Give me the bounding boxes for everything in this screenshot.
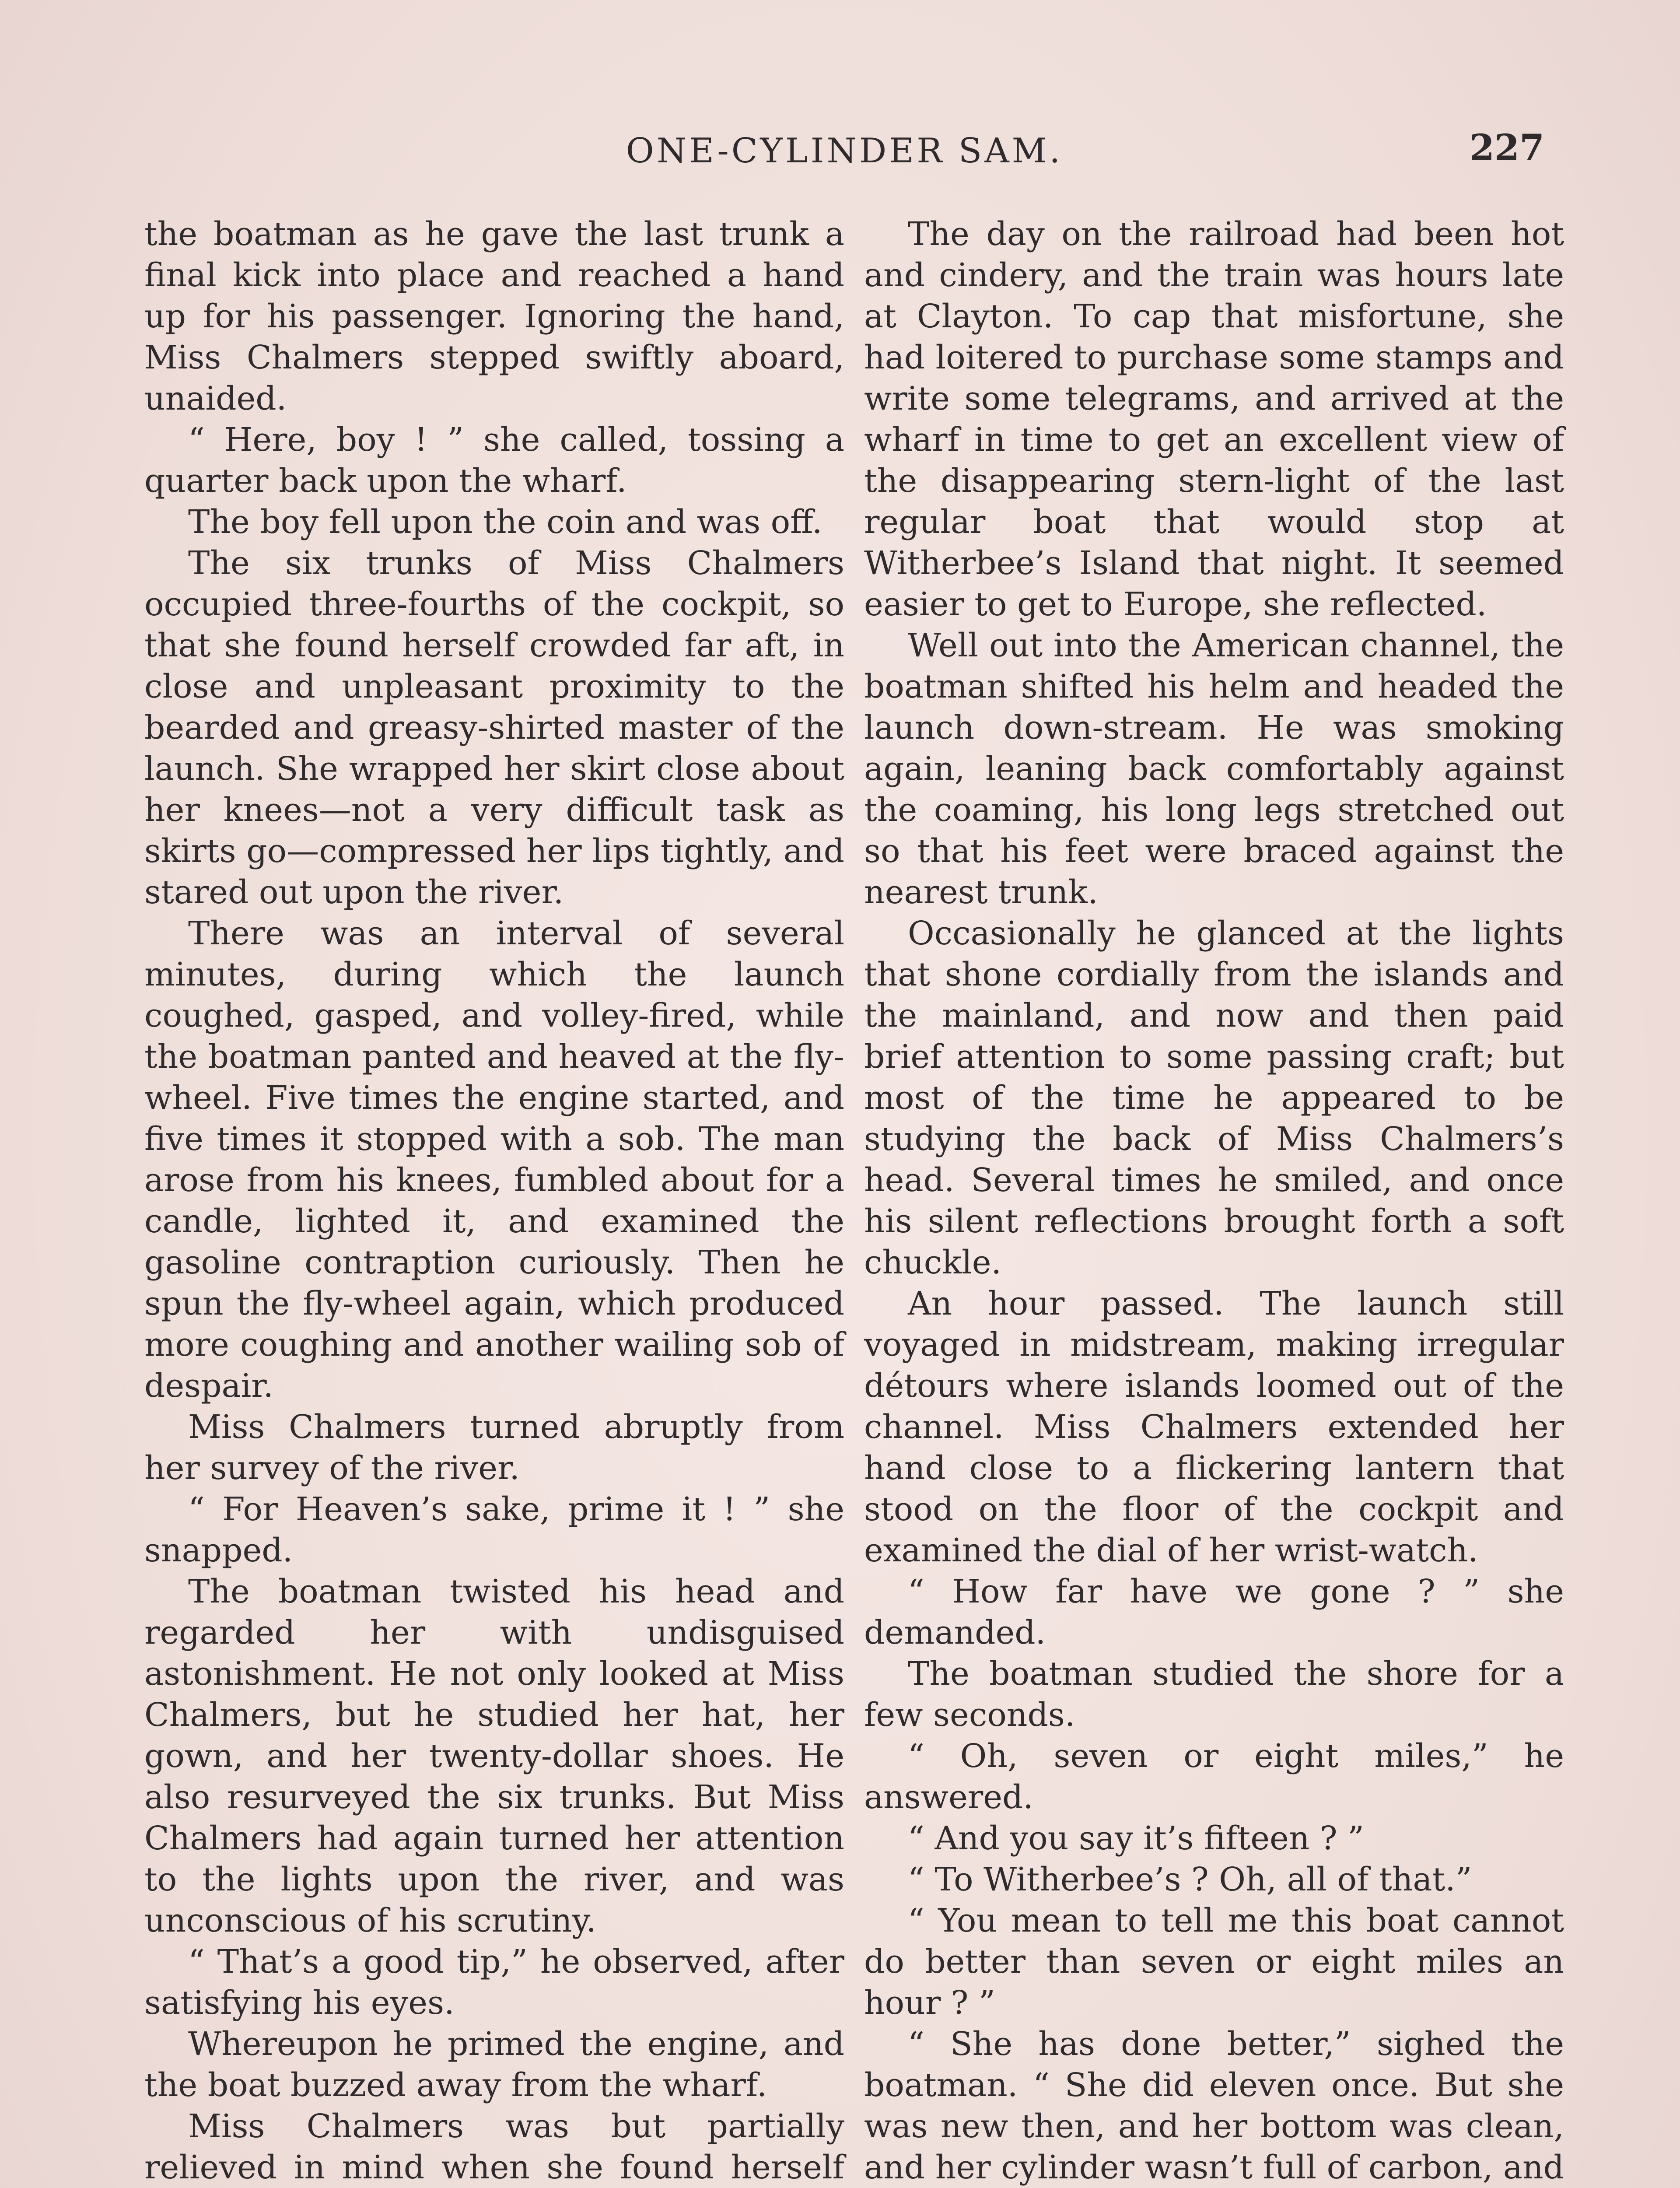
left-column [144,214,844,2188]
paragraph: The boatman studied the shore for a few seconds. [864,1655,1564,1734]
paragraph: “ How far have we gone ? ” she demanded. [864,1573,1564,1652]
paragraph: Whereupon he primed the engine, and the boat buzzed away from the wharf. [144,2025,844,2104]
paragraph: “ She has done better,” sighed the boatman. “ She did eleven once. But she was new then, and her bottom was clean, and her cylinder wasn’t full of carbon, and [864,2025,1564,2186]
paragraph: “ And you say it’s fifteen ? ” [908,1820,1365,1857]
paragraph: The six trunks of Miss Chalmers occupied three-fourths of the cockpit, so that she found herself crowded far aft, in close and unpleasant proximity to the bearded and greasy-shirted master of the launch. She wrapped her skirt close about her knees—not a very difficult task as skirts go—compressed her lips tightly, and stared out upon the river. [144,544,844,911]
paragraph: “ Oh, seven or eight miles,” he answered. [864,1737,1564,1816]
running-head: ONE-CYLINDER SAM. [626,131,1063,171]
right-column [864,214,1564,2188]
paragraph: “ You mean to tell me this boat cannot do better than seven or eight miles an hour ? ” [864,1902,1564,2022]
paragraph: Miss Chalmers was but partially relieved in mind when she found herself [144,2107,844,2186]
paragraph: “ That’s a good tip,” he observed, after satisfying his eyes. [144,1943,844,2022]
paragraph: There was an interval of several minutes, during which the launch coughed, gasped, and volley-fired, while the boatman panted and heaved at the fly-wheel. Five times the engine started, and five times it stopped with a sob. The man arose from his knees, fumbled about for a candle, lighted it, and examined the gasoline contraption curiously. Then he spun the fly-wheel again, which produced more coughing and another wailing sob of despair. [144,915,844,1405]
paragraph: Occasionally he glanced at the lights that shone cordially from the islands and the mainland, and now and then paid brief attention to some passing craft; but most of the time he appeared to be studying the back of Miss Chalmers’s head. Several times he smiled, and once his silent reflections brought forth a soft chuckle. [864,915,1564,1281]
page-header [144,127,1544,179]
paragraph: Well out into the American channel, the boatman shifted his helm and headed the launch down-stream. He was smoking again, leaning back comfortably against the coaming, his long legs stretched out so that his feet were braced against the nearest trunk. [864,627,1564,911]
paragraph: “ To Witherbee’s ? Oh, all of that.” [908,1861,1472,1898]
paragraph: The boy fell upon the coin and was off. [188,503,822,541]
paragraph: Miss Chalmers turned abruptly from her survey of the river. [144,1408,844,1487]
paragraph: “ Here, boy ! ” she called, tossing a quarter back upon the wharf. [144,421,844,500]
page-number: 227 [1469,127,1544,169]
paragraph: An hour passed. The launch still voyaged in midstream, making irregular détours where islands loomed out of the channel. Miss Chalmers extended her hand close to a flickering lantern that stood on the floor of the cockpit and examined the dial of her wrist-watch. [864,1285,1564,1569]
paragraph: The day on the railroad had been hot and cindery, and the train was hours late at Clayton. To cap that misfortune, she had loitered to purchase some stamps and write some telegrams, and arrived at the wharf in time to get an excellent view of the disappearing stern-light of the last regular boat that would stop at Witherbee’s Island that night. It seemed easier to get to Europe, she reflected. [864,215,1564,623]
paragraph: “ For Heaven’s sake, prime it ! ” she snapped. [144,1490,844,1569]
paragraph: The boatman twisted his head and regarded her with undisguised astonishment. He not only looked at Miss Chalmers, but he studied her hat, her gown, and her twenty-dollar shoes. He also resurveyed the six trunks. But Miss Chalmers had again turned her attention to the lights upon the river, and was unconscious of his scrutiny. [144,1573,844,1939]
paragraph: the boatman as he gave the last trunk a final kick into place and reached a hand up for his passenger. Ignoring the hand, Miss Chalmers stepped swiftly aboard, unaided. [144,215,844,417]
